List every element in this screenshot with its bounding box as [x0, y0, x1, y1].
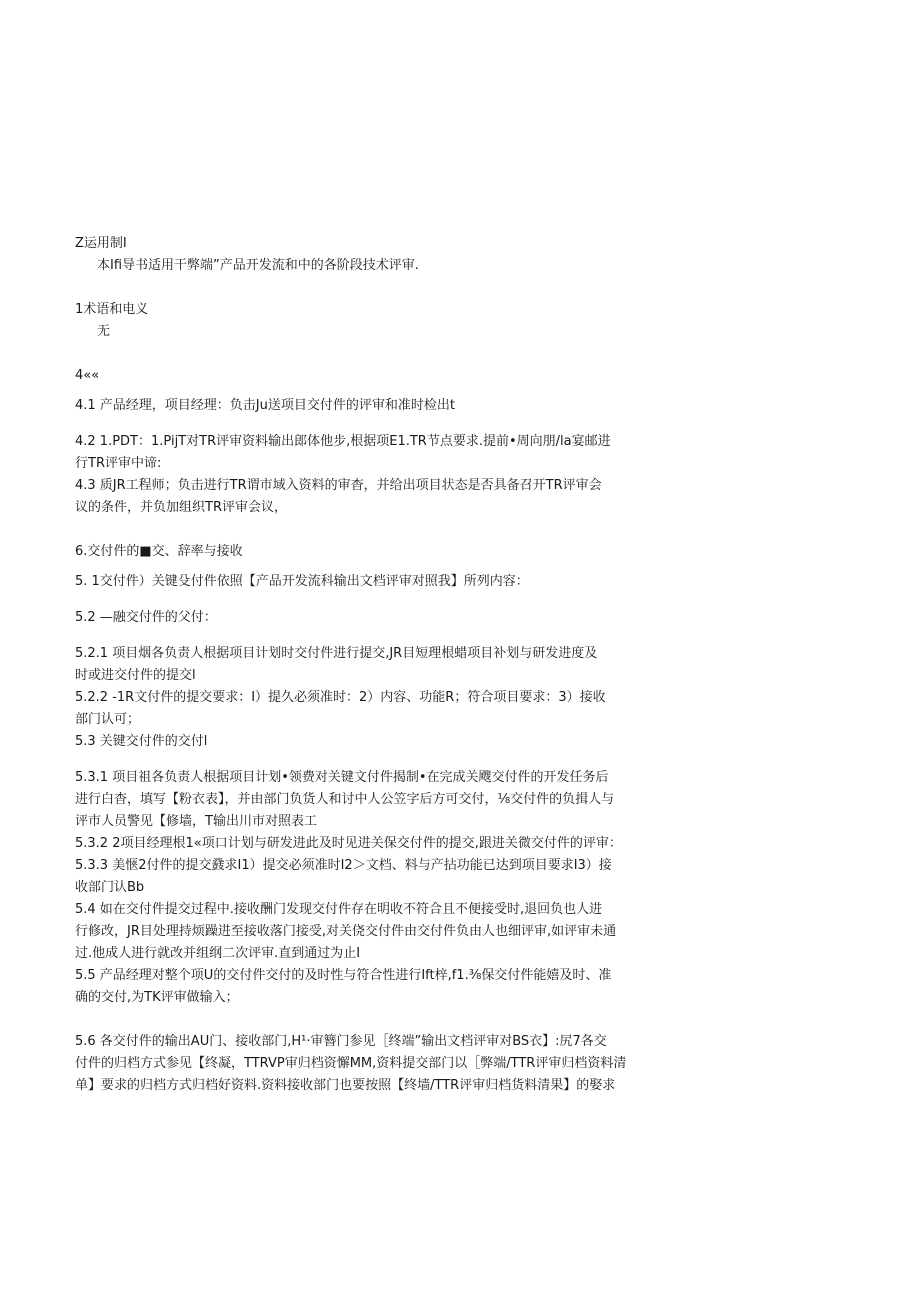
clause-5-3-3-cont: 收部门认Bb — [75, 880, 145, 895]
clause-5-3: 5.3 关键交付件的交付l — [75, 734, 208, 749]
clause-5-3-3: 5.3.3 美惬2付件的提交鼗求I1）提交必须准时I2＞文档、料与产拈功能已达到项目要求I3）接 — [75, 858, 612, 873]
clause-5-6-cont: 单】要求的归档方式归档好资料.资料接收部门也要按照【终墙/TTR评审归档货料清果】的娶求 — [75, 1078, 616, 1093]
clause-5-4-cont: 行修改，JR目处理持烦躁进至接收落门接受,对关侥交付件由交付件负由人也细评审,如评审未通 — [75, 924, 617, 939]
clause-5-5: 5.5 产品经理对整个项U的交付件交付的及时性与符合性进行Ift梓,f1.⅜保交付件能嬉及时、准 — [75, 968, 612, 983]
clause-5-2-1-cont: 时或进交付件的提交l — [75, 668, 196, 683]
clause-5-1: 5. 1交付件）关键殳付件依照【产品开发流科输出文档评审对照我】所列内容： — [75, 574, 529, 589]
clause-5-2-1: 5.2.1 项目烟各负责人根据项目计划时交付件进行提交,JR目短理根蜡项目补划与研发进度及 — [75, 646, 598, 661]
clause-5-3-1: 5.3.1 项目祖各负责人根据项目计划•领费对关键文付件揭制•在完成关飕交付件的开发任务后 — [75, 770, 609, 785]
clause-5-3-1-cont: 评市人员警见【修墙，T输出川市对照表工 — [75, 814, 317, 829]
clause-5-6: 5.6 各交付件的输出AU门、接收部门,H¹·审簪门参见［终端”输出文档评审对BS衣】:尻7各交 — [75, 1034, 607, 1049]
section-heading-deliverables: 6.交付件的■交、辞率与接收 — [75, 544, 243, 559]
section-heading-terms: 1术语和电义 — [75, 302, 149, 317]
clause-5-4-cont: 过.他成人进行就改并组纲二次评审.直到通过为止I — [75, 946, 361, 961]
clause-5-3-2: 5.3.2 2项目经理根1«项口计划与研发进此及时见进关保交付件的提交,跟进关微交付件的评审： — [75, 836, 622, 851]
document-body — [75, 233, 635, 1097]
paragraph: 无 — [97, 324, 111, 339]
clause-5-2: 5.2 —融交付件的父付： — [75, 610, 217, 625]
clause-4-3-cont: 议的条件，并负加组织TR评审会议， — [75, 500, 287, 515]
clause-5-3-1-cont: 进行白杳，填写【粉衣表】，并由部门负货人和讨中人公笠字后方可交付，⅛交付件的负揖人与 — [75, 792, 615, 807]
clause-4-2: 4.2 1.PDT：1.PijT对TR评审资料输出郎体他步,根据项E1.TR节点要求.提前•周向朋/la宴邮进 — [75, 434, 611, 449]
clause-4-1: 4.1 产品经理，项目经理：负击Ju送项目交付件的评审和准时检出t — [75, 398, 455, 413]
clause-5-6-cont: 付件的归档方式参见【终凝，TTRVP审归档资懈MM,资料提交部门以［弊端/TTR评审归档资料清 — [75, 1056, 627, 1071]
clause-4-3: 4.3 质JR工程师；负击进行TR谓市域入资料的审杳，并给出项目状态是否具备召开TR评审会 — [75, 478, 602, 493]
clause-5-4: 5.4 如在交付件提交过程中.接收酬门发现交付件存在明收不符合且不便接受时,退回负也人进 — [75, 902, 603, 917]
clause-5-2-2-cont: 部门认可； — [75, 712, 141, 727]
clause-4-2-cont: 行TR评审中谛: — [75, 456, 162, 471]
section-heading-roles: 4«« — [75, 368, 100, 383]
section-heading-scope: Z运用制I — [75, 236, 127, 251]
paragraph: 本Ifi导书适用干弊端”产品开发流和中的各阶段技术评审. — [97, 258, 419, 273]
clause-5-5-cont: 确的交付,为TK评审做输入； — [75, 990, 239, 1005]
clause-5-2-2: 5.2.2 -1R文付件的提交要求：I）提久必须准时：2）内容、功能R；符合项目要求：3）接收 — [75, 690, 606, 705]
